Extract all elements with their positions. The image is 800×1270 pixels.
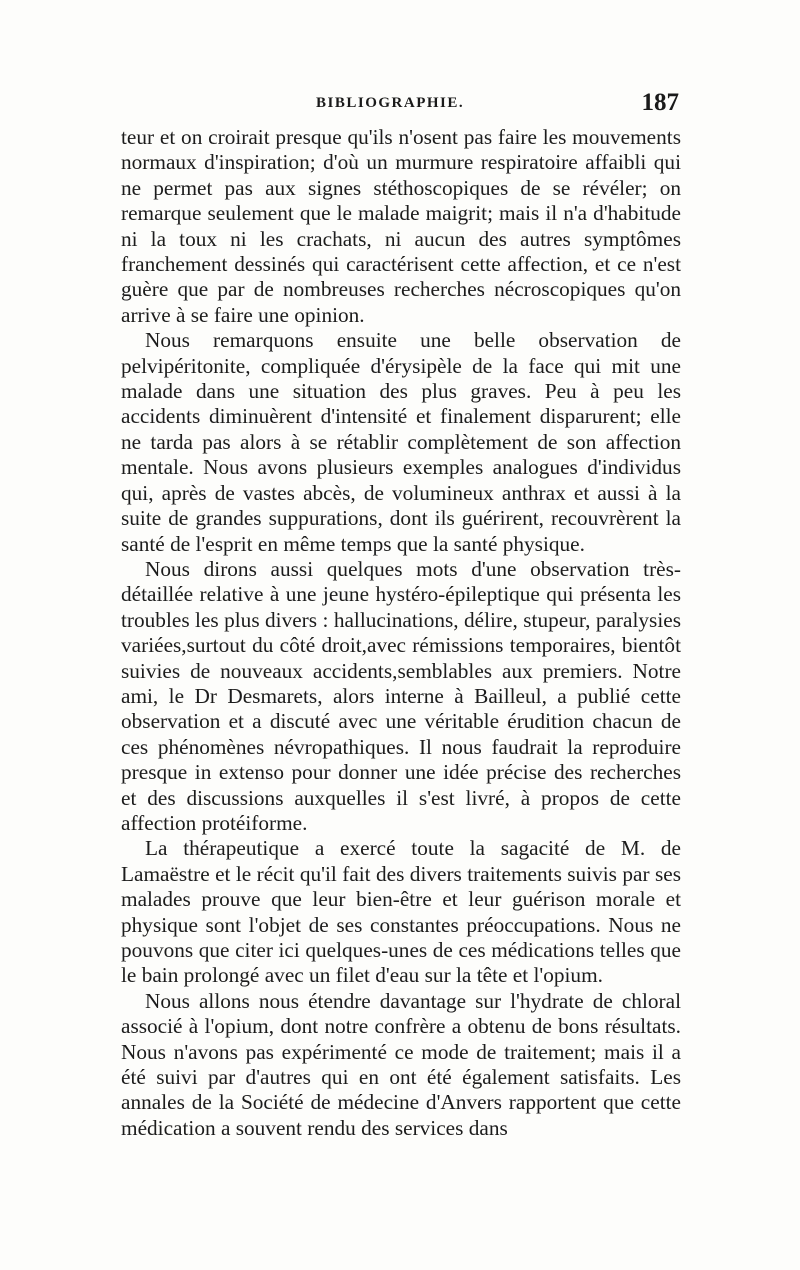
paragraph-1: teur et on croirait presque qu'ils n'osent pas faire les mouvements normaux d'inspiration; d'où un murmure respiratoire affaibli qui ne permet pas aux signes stéthoscopiques de se révéler; on remarque seulement que le malade maigrit; mais il n'a d'habitude ni la toux ni les crachats, ni aucun des autres symptômes franchement dessinés qui caractérisent cette affection, et ce n'est guère que par de nombreuses recherches nécroscopiques qu'on arrive à se faire une opinion.	[121, 125, 681, 327]
paragraph-5: Nous allons nous étendre davantage sur l'hydrate de chloral associé à l'opium, dont notre confrère a obtenu de bons résultats. Nous n'avons pas expérimenté ce mode de traitement; mais il a été suivi par d'autres qui en ont été également satisfaits. Les annales de la Société de médecine d'Anvers rapportent que cette médication a souvent rendu des services dans	[121, 988, 681, 1140]
page-header	[121, 89, 681, 123]
paragraph-2: Nous remarquons ensuite une belle observation de pelvipéritonite, compliquée d'érysipèle de la face qui mit une malade dans une situation des plus graves. Peu à peu les accidents diminuèrent d'intensité et finalement disparurent; elle ne tarda pas alors à se rétablir complètement de son affection mentale. Nous avons plusieurs exemples analogues d'individus qui, après de vastes abcès, de volumineux anthrax et aussi à la suite de grandes suppurations, dont ils guérirent, recouvrèrent la santé de l'esprit en même temps que la santé physique.	[121, 328, 681, 556]
body-text	[121, 125, 681, 1141]
running-head: BIBLIOGRAPHIE.	[316, 95, 465, 111]
paragraph-4: La thérapeutique a exercé toute la sagacité de M. de Lamaëstre et le récit qu'il fait des divers traitements suivis par ses malades prouve que leur bien-être et leur guérison morale et physique sont l'objet de ses constantes préoccupations. Nous ne pouvons que citer ici quelques-unes de ces médications telles que le bain prolongé avec un filet d'eau sur la tête et l'opium.	[121, 836, 681, 988]
page-number: 187	[641, 89, 679, 116]
paragraph-3: Nous dirons aussi quelques mots d'une observation très-détaillée relative à une jeune hystéro-épileptique qui présenta les troubles les plus divers : hallucinations, délire, stupeur, paralysies variées,surtout du côté droit,avec rémissions temporaires, bientôt suivies de nouveaux accidents,semblables aux premiers. Notre ami, le Dr Desmarets, alors interne à Bailleul, a publié cette observation et a discuté avec une véritable érudition chacun de ces phénomènes névropathiques. Il nous faudrait la reproduire presque in extenso pour donner une idée précise des recherches et des discussions auxquelles il s'est livré, à propos de cette affection protéiforme.	[121, 556, 681, 835]
